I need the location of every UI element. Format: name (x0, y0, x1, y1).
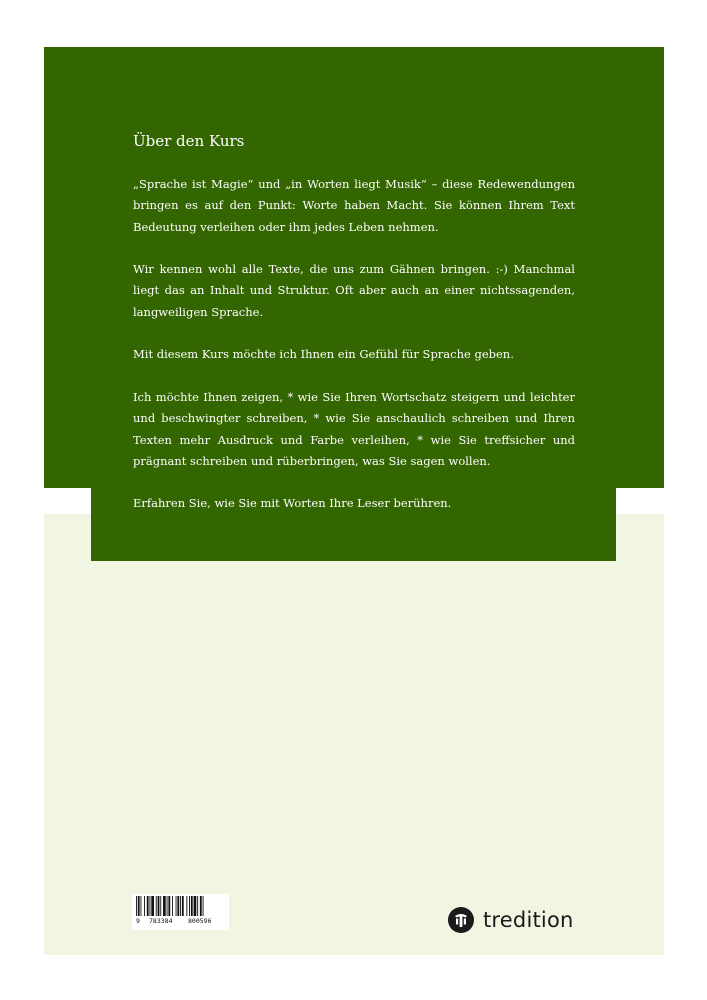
publisher-name: tredition (483, 908, 574, 932)
blurb-paragraph: Erfahren Sie, wie Sie mit Worten Ihre Leser berühren. (133, 496, 452, 511)
blurb-paragraph: Wir kennen wohl alle Texte, die uns zum Gähnen bringen. :-) Manchmal liegt das an Inhalt und Struktur. Oft aber auch an einer nichtssagenden, langweiligen Sprache. (133, 262, 575, 319)
blurb-paragraph: Ich möchte Ihnen zeigen, * wie Sie Ihren Wortschatz steigern und leichter und beschwingter schreiben, * wie Sie anschaulich schreiben und Ihren Texten mehr Ausdruck und Farbe verleihen, * wie Sie treffsicher und prägnant schreiben und rüberbringen, was Sie sagen wollen. (133, 389, 575, 468)
barcode-digit-group: 783384 (149, 917, 173, 925)
blurb-paragraph: Mit diesem Kurs möchte ich Ihnen ein Gefühl für Sprache geben. (133, 347, 514, 362)
cover-background (44, 47, 664, 955)
tredition-logo-icon (448, 907, 474, 933)
isbn-barcode (132, 894, 229, 930)
blurb-heading: Über den Kurs (133, 132, 245, 150)
blurb-text-block (133, 131, 575, 536)
barcode-bars-icon (132, 894, 229, 918)
barcode-first-digit: 9 (136, 917, 140, 925)
barcode-digit-group: 800596 (188, 917, 212, 925)
blurb-paragraph: „Sprache ist Magie“ und „in Worten liegt Musik“ – diese Redewendungen bringen es auf den Punkt: Worte haben Macht. Sie können Ihrem Text Bedeutung verleihen oder ihm jedes Leben nehmen. (133, 177, 575, 234)
barcode-digits (132, 917, 229, 929)
publisher-logo (448, 906, 574, 934)
